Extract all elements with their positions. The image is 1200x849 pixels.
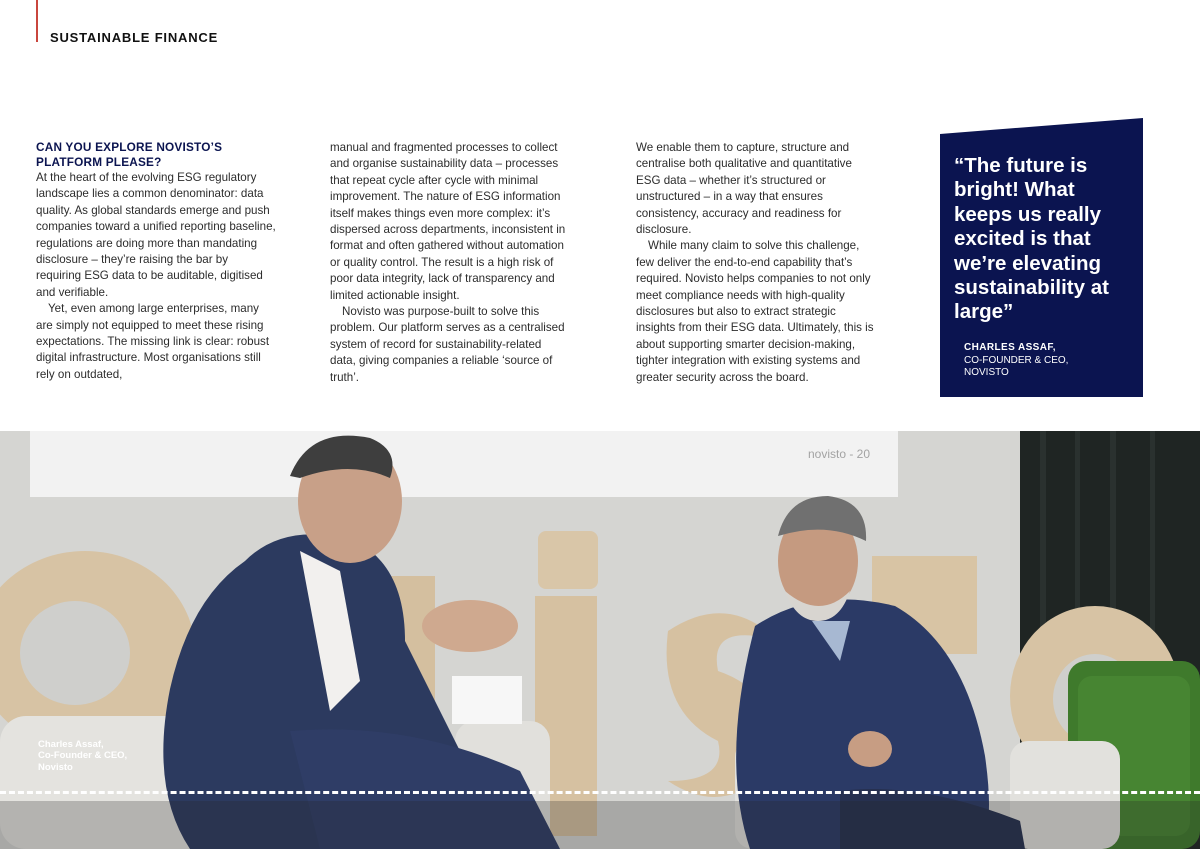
screen-text: novisto - 20: [808, 447, 871, 461]
attribution-role: CO-FOUNDER & CEO,: [964, 354, 1069, 366]
dashed-divider: [0, 791, 1200, 794]
stage-photo: [0, 431, 1200, 849]
pull-quote-attribution: [964, 342, 1134, 380]
attribution-name: CHARLES ASSAF,: [964, 342, 1056, 353]
section-accent-rule: [36, 0, 38, 42]
article-column-1: [36, 140, 276, 383]
caption-line-3: Novisto: [38, 761, 73, 773]
section-label: SUSTAINABLE FINANCE: [50, 30, 219, 45]
stage-photo-illustration: [0, 431, 1200, 849]
paragraph-3: manual and fragmented processes to collect and organise sustainability data – processes that repeat cycle after cycle with minimal improvement. The nature of ESG information itself makes things even more complex: it’s dispersed across departments, inconsistent in format and often gathered without automation or quality control. The result is a high risk of poor data integrity, lack of transparency and limited actionable insight.: [330, 141, 566, 302]
paragraph-5: We enable them to capture, structure and centralise both qualitative and quantitative ESG data – whether it’s structured or unstructured – in a way that ensures consistency, accuracy and readiness for disclosure.: [636, 141, 852, 237]
caption-line-1: Charles Assaf,: [38, 739, 104, 750]
paragraph-4: Novisto was purpose-built to solve this problem. Our platform serves as a centralised system of record for sustainability-related data, giving companies a reliable ‘source of truth’.: [330, 305, 565, 384]
photo-caption: [38, 739, 127, 773]
caption-line-2: Co-Founder & CEO,: [38, 750, 128, 762]
paragraph-1: At the heart of the evolving ESG regulatory landscape lies a common denominator: data quality. As global standards emerge and push companies toward a unified reporting baseline, regulations are doing more than mandating disclosure – they’re raising the bar by requiring ESG data to be auditable, digitised and verifiable.: [36, 171, 276, 299]
article-column-2: [330, 140, 570, 386]
pull-quote-box: [940, 118, 1143, 397]
attribution-company: NOVISTO: [964, 367, 1009, 378]
pull-quote-text: “The future is bright! What keeps us really excited is that we’re elevating sustainability at large”: [954, 154, 1109, 324]
paragraph-2: Yet, even among large enterprises, many are simply not equipped to meet these rising expectations. The missing link is clear: robust digital infrastructure. Most organisations still rely on outdated,: [36, 302, 270, 381]
paragraph-6: While many claim to solve this challenge, few deliver the end-to-end capability that’s required. Novisto helps companies to not only meet compliance needs with high-quality disclosures but also to extract strategic insights from their ESG data. Ultimately, this is about supporting smarter decision-making, tighter integration with existing systems and greater security across the board.: [636, 239, 874, 384]
question-heading: CAN YOU EXPLORE NOVISTO’S PLATFORM PLEASE?: [36, 140, 223, 169]
article-column-3: [636, 140, 876, 386]
